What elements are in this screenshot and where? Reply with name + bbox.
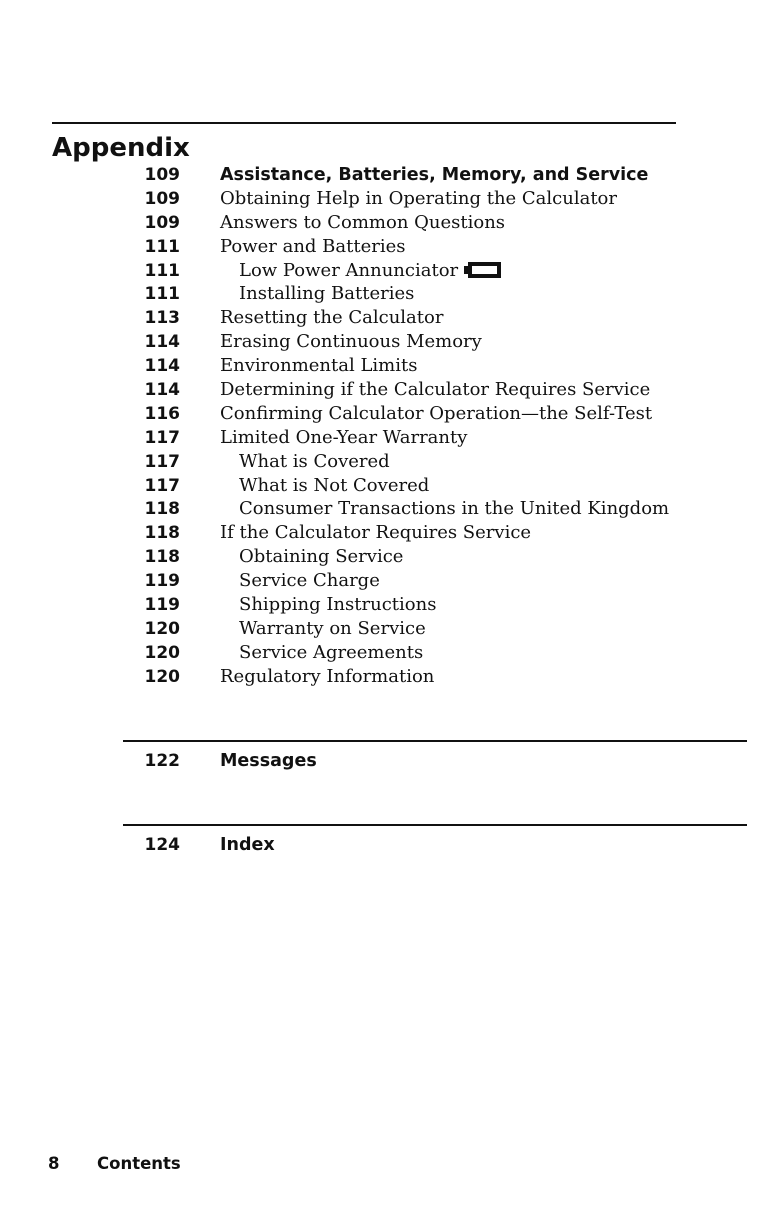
toc-page-number: 117 <box>144 427 180 448</box>
toc-page-number: 113 <box>144 308 180 329</box>
toc-title: Obtaining Help in Operating the Calculator <box>220 187 618 209</box>
low-battery-icon <box>464 261 502 279</box>
toc-title: Power and Batteries <box>220 235 406 257</box>
toc-page-number: 109 <box>144 212 180 233</box>
toc-entry[interactable] <box>0 641 774 665</box>
index-rule <box>123 824 747 826</box>
toc-entry[interactable] <box>0 306 774 330</box>
toc-page-number: 118 <box>144 523 180 544</box>
toc-title: Limited One-Year Warranty <box>220 426 468 448</box>
toc-page-number: 119 <box>144 595 180 616</box>
toc-page-number: 109 <box>144 188 180 209</box>
toc-list <box>0 163 774 689</box>
toc-page-number: 119 <box>144 571 180 592</box>
footer-page-number: 8 <box>48 1154 60 1173</box>
toc-title: Answers to Common Questions <box>220 211 506 233</box>
toc-page-number: 111 <box>144 236 180 257</box>
toc-title: If the Calculator Requires Service <box>220 522 532 544</box>
toc-page-number: 109 <box>144 165 180 185</box>
toc-page-number: 111 <box>144 260 180 281</box>
toc-entry[interactable] <box>0 235 774 259</box>
toc-title: Low Power Annunciator <box>239 259 459 281</box>
toc-entry[interactable] <box>0 593 774 617</box>
page-footer <box>0 1153 400 1175</box>
toc-entry[interactable] <box>0 330 774 354</box>
toc-entry[interactable] <box>0 569 774 593</box>
top-rule <box>52 122 676 124</box>
toc-title: What is Covered <box>239 450 390 472</box>
toc-page-number: 120 <box>144 618 180 639</box>
section-entry-messages[interactable] <box>0 749 774 773</box>
toc-title: Confirming Calculator Operation—the Self-Test <box>220 402 653 424</box>
toc-entry[interactable] <box>0 474 774 498</box>
toc-entry[interactable] <box>0 378 774 402</box>
toc-page-number: 116 <box>144 403 180 424</box>
toc-entry[interactable] <box>0 545 774 569</box>
toc-title: Environmental Limits <box>220 355 418 377</box>
toc-title: Determining if the Calculator Requires Service <box>220 379 651 401</box>
toc-entry[interactable] <box>0 617 774 641</box>
toc-title: Obtaining Service <box>239 546 404 568</box>
toc-entry[interactable] <box>0 211 774 235</box>
toc-title: Installing Batteries <box>239 283 415 305</box>
toc-title: Erasing Continuous Memory <box>220 331 482 353</box>
toc-page-number: 114 <box>144 380 180 401</box>
toc-page-number: 118 <box>144 547 180 568</box>
toc-page-number: 111 <box>144 284 180 305</box>
toc-entry[interactable] <box>0 259 774 283</box>
toc-entry[interactable] <box>0 282 774 306</box>
toc-title: What is Not Covered <box>239 474 430 496</box>
toc-page-number: 117 <box>144 475 180 496</box>
toc-title: Warranty on Service <box>239 617 426 639</box>
toc-entry[interactable] <box>0 426 774 450</box>
toc-title: Resetting the Calculator <box>220 307 444 329</box>
toc-title: Shipping Instructions <box>239 594 437 616</box>
section-entry-index[interactable] <box>0 833 774 857</box>
section-page-number: 122 <box>144 751 180 771</box>
toc-entry[interactable] <box>0 354 774 378</box>
toc-page-number: 120 <box>144 666 180 687</box>
toc-page-number: 114 <box>144 356 180 377</box>
toc-page-number: 118 <box>144 499 180 520</box>
toc-page-number: 120 <box>144 642 180 663</box>
toc-title-with-icon <box>239 259 502 283</box>
footer-running-title: Contents <box>97 1154 181 1173</box>
section-page-number: 124 <box>144 835 180 855</box>
toc-title: Assistance, Batteries, Memory, and Service <box>220 165 649 185</box>
section-title: Index <box>220 835 275 855</box>
toc-entry[interactable] <box>0 187 774 211</box>
toc-page-number: 117 <box>144 451 180 472</box>
toc-entry[interactable] <box>0 521 774 545</box>
toc-entry[interactable] <box>0 402 774 426</box>
appendix-heading: Appendix <box>52 133 190 163</box>
toc-entry[interactable] <box>0 163 774 187</box>
toc-title: Service Charge <box>239 570 380 592</box>
toc-page-number: 114 <box>144 332 180 353</box>
toc-entry[interactable] <box>0 665 774 689</box>
messages-rule <box>123 740 747 742</box>
section-title: Messages <box>220 751 317 771</box>
toc-title: Consumer Transactions in the United Kingdom <box>239 498 670 520</box>
toc-title: Service Agreements <box>239 641 424 663</box>
toc-title: Regulatory Information <box>220 665 435 687</box>
toc-entry[interactable] <box>0 450 774 474</box>
toc-entry[interactable] <box>0 497 774 521</box>
